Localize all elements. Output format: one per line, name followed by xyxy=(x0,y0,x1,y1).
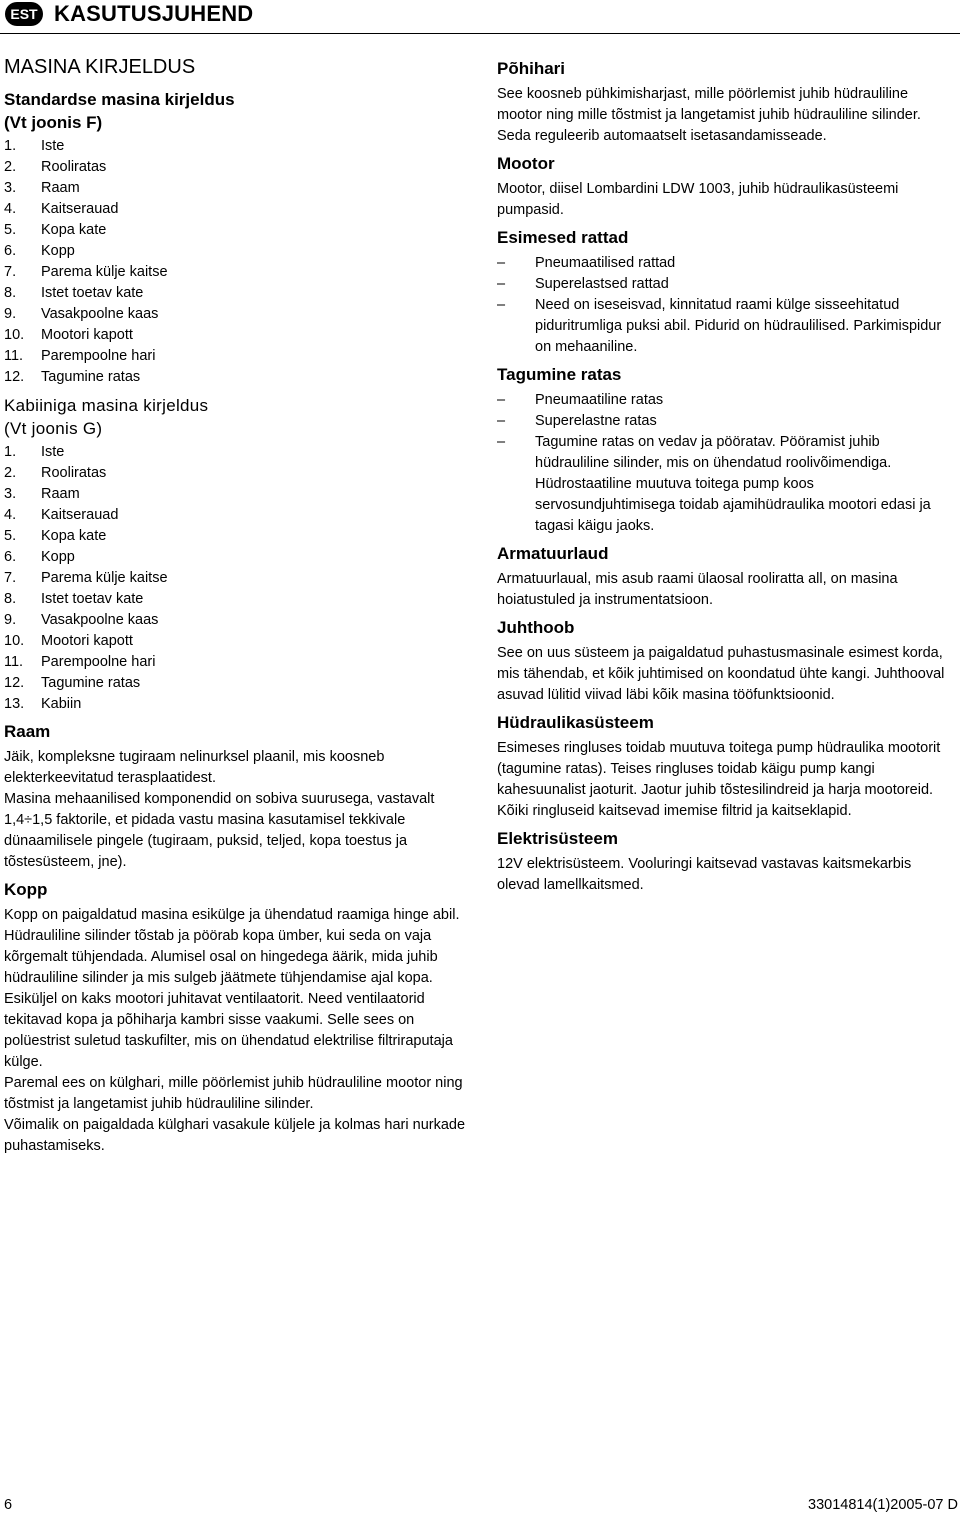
list-item xyxy=(4,589,466,610)
item-number: 6. xyxy=(4,243,17,259)
item-text: Iste xyxy=(41,444,65,460)
standard-parts-list xyxy=(4,136,466,388)
item-number: 12. xyxy=(4,675,25,691)
item-text: Mootori kapott xyxy=(41,327,133,343)
item-number: 13. xyxy=(4,696,25,712)
list-item xyxy=(4,367,466,388)
item-number: 8. xyxy=(4,591,17,607)
raam-paragraph-1: Jäik, kompleksne tugiraam nelinurksel plaanil, mis koosneb elekterkeevitatud terasplaatidest. xyxy=(4,749,385,786)
list-item xyxy=(497,411,957,432)
dash-bullet: – xyxy=(497,413,506,429)
item-number: 11. xyxy=(4,654,24,670)
dash-bullet: – xyxy=(497,255,506,271)
tagumine-ratas-list xyxy=(497,390,957,537)
list-item xyxy=(497,390,957,411)
list-item xyxy=(4,136,466,157)
item-text: Pneumaatiline ratas xyxy=(535,392,664,408)
item-number: 11. xyxy=(4,348,24,364)
list-item xyxy=(4,262,466,283)
document-code: 33014814(1)2005-07 D xyxy=(808,1497,958,1513)
cab-heading-line1: Kabiiniga masina kirjeldus xyxy=(4,396,209,415)
list-item xyxy=(4,673,466,694)
item-number: 3. xyxy=(4,180,17,196)
language-badge: EST xyxy=(5,2,43,26)
item-text: Iste xyxy=(41,138,65,154)
item-text: Vasakpoolne kaas xyxy=(41,306,159,322)
mootor-heading: Mootor xyxy=(497,154,555,173)
list-item xyxy=(4,505,466,526)
standard-heading-line1: Standardse masina kirjeldus xyxy=(4,90,235,109)
item-text: Tagumine ratas on vedav ja pööratav. Pööramist juhib hüdrauliline silinder, mis on ühendatud roolivõimendiga. Hüdrostaatiline muutuva toitega pump koos servosundjuhtimisega toidab ajamihüdraulika mootori edasi ja tagasi käigu jaoks. xyxy=(535,434,931,534)
list-item xyxy=(497,274,957,295)
item-text: Istet toetav kate xyxy=(41,285,144,301)
item-text: Parempoolne hari xyxy=(41,348,156,364)
document-title: KASUTUSJUHEND xyxy=(54,1,254,26)
item-text: Parema külje kaitse xyxy=(41,570,168,586)
list-item xyxy=(497,432,957,537)
kopp-paragraph-4: Võimalik on paigaldada külghari vasakule küljele ja kolmas hari nurkade puhastamiseks. xyxy=(4,1117,466,1154)
item-text: Kaitserauad xyxy=(41,507,119,523)
tagumine-ratas-heading: Tagumine ratas xyxy=(497,365,622,384)
kopp-paragraph-3: Paremal ees on külghari, mille pöörlemist juhib hüdrauliline mootor ning tõstmist ja langetamist juhib hüdrauliline silinder. xyxy=(4,1075,463,1112)
item-text: Rooliratas xyxy=(41,159,107,175)
list-item xyxy=(4,631,466,652)
item-text: Raam xyxy=(41,180,80,196)
list-item xyxy=(4,547,466,568)
list-item xyxy=(4,568,466,589)
list-item xyxy=(4,442,466,463)
item-text: Kabiin xyxy=(41,696,82,712)
item-number: 12. xyxy=(4,369,25,385)
item-number: 2. xyxy=(4,159,17,175)
section-title: MASINA KIRJELDUS xyxy=(4,56,196,78)
cab-heading-line2: (Vt joonis G) xyxy=(4,419,103,438)
cab-machine-heading xyxy=(4,394,466,440)
dash-bullet: – xyxy=(497,276,506,292)
list-item xyxy=(4,694,466,715)
standard-heading-line2: (Vt joonis F) xyxy=(4,113,103,132)
item-number: 10. xyxy=(4,327,25,343)
pohihari-paragraph: See koosneb pühkimisharjast, mille pöörlemist juhib hüdrauliline mootor ning mille tõstmist ja langetamist juhib hüdrauliline silinder. Seda reguleerib automaatselt isetasandamisseade. xyxy=(497,86,921,144)
item-number: 7. xyxy=(4,264,17,280)
hydraulika-paragraph-2: Kõiki ringluseid kaitsevad imemise filtrid ja kaitseklapid. xyxy=(497,803,852,819)
list-item xyxy=(4,283,466,304)
list-item xyxy=(497,253,957,274)
item-text: Parema külje kaitse xyxy=(41,264,168,280)
item-text: Kopa kate xyxy=(41,222,107,238)
item-number: 1. xyxy=(4,138,17,154)
raam-paragraph-2: Masina mehaanilised komponendid on sobiva suurusega, vastavalt 1,4÷1,5 faktorile, et pidada vastu masina kasutamisel tekkivale dünaamilisele pingele (tugiraam, puksid, teljed, kopa toestus ja tõstesüsteem, jne). xyxy=(4,791,435,870)
item-text: Parempoolne hari xyxy=(41,654,156,670)
esimesed-rattad-list xyxy=(497,253,957,358)
dash-bullet: – xyxy=(497,297,506,313)
item-text: Tagumine ratas xyxy=(41,675,141,691)
right-column xyxy=(497,52,957,896)
raam-heading: Raam xyxy=(4,722,51,741)
item-number: 4. xyxy=(4,201,17,217)
left-column xyxy=(4,52,466,1157)
page-header xyxy=(0,0,960,30)
item-text: Kopp xyxy=(41,243,75,259)
armatuurlaud-heading: Armatuurlaud xyxy=(497,544,609,563)
item-number: 1. xyxy=(4,444,17,460)
hydraulika-heading: Hüdraulikasüsteem xyxy=(497,713,654,732)
item-text: Mootori kapott xyxy=(41,633,133,649)
kopp-paragraph-2: Hüdrauliline silinder tõstab ja pöörab kopa ümber, kui seda on vaja kõrgemalt tühjendada. Alumisel osal on hingedega äärik, mida juhib hüdrauliline silinder ja mis sulgeb jäätmete tühjendamise ajal kopa. Esiküljel on kaks mootori juhitavat ventilaatorit. Need ventilaatorid tekitavad kopa ja põhiharja kambri sisse vaakumi. Selle sees on polüestrist suletud taskufilter, mis on ühendatud elektrilise filtriraputaja külge. xyxy=(4,928,453,1070)
list-item xyxy=(4,346,466,367)
item-text: Rooliratas xyxy=(41,465,107,481)
item-number: 9. xyxy=(4,306,17,322)
header-divider xyxy=(0,33,960,34)
dash-bullet: – xyxy=(497,434,506,450)
list-item xyxy=(4,325,466,346)
item-number: 7. xyxy=(4,570,17,586)
item-number: 9. xyxy=(4,612,17,628)
elekter-paragraph: 12V elektrisüsteem. Vooluringi kaitsevad vastavas kaitsmekarbis olevad lamellkaitsmed. xyxy=(497,856,912,893)
item-number: 5. xyxy=(4,222,17,238)
list-item xyxy=(4,241,466,262)
page-number: 6 xyxy=(4,1497,13,1513)
item-text: Raam xyxy=(41,486,80,502)
item-number: 5. xyxy=(4,528,17,544)
list-item xyxy=(4,652,466,673)
hydraulika-paragraph-1: Esimeses ringluses toidab muutuva toitega pump hüdraulika mootorit (tagumine ratas). Teises ringluses toidab käigu pump kangi kahesuunalist jaoturit. Jaotur juhib tõstesilindreid ja harja mootoreid. xyxy=(497,740,941,798)
item-number: 4. xyxy=(4,507,17,523)
item-number: 10. xyxy=(4,633,25,649)
list-item xyxy=(4,220,466,241)
item-text: Kopp xyxy=(41,549,75,565)
list-item xyxy=(4,526,466,547)
list-item xyxy=(497,295,957,358)
elekter-heading: Elektrisüsteem xyxy=(497,829,618,848)
item-text: Vasakpoolne kaas xyxy=(41,612,159,628)
esimesed-rattad-heading: Esimesed rattad xyxy=(497,228,629,247)
item-text: Tagumine ratas xyxy=(41,369,141,385)
list-item xyxy=(4,463,466,484)
item-text: Kopa kate xyxy=(41,528,107,544)
item-text: Superelastne ratas xyxy=(535,413,657,429)
item-number: 3. xyxy=(4,486,17,502)
item-text: Need on iseseisvad, kinnitatud raami külge sisseehitatud piduritrumliga puksi abil. Pidurid on hüdraulilised. Parkimispidur on mehaaniline. xyxy=(535,297,942,355)
cab-parts-list xyxy=(4,442,466,715)
list-item xyxy=(4,610,466,631)
list-item xyxy=(4,178,466,199)
juhthoob-paragraph: See on uus süsteem ja paigaldatud puhastusmasinale esimest korda, mis tähendab, et kõik juhtimised on koondatud ühte kangi. Juhthooval asuvad lülitid viivad läbi kõik masina tööfunktsioonid. xyxy=(497,645,945,703)
list-item xyxy=(4,157,466,178)
list-item xyxy=(4,484,466,505)
list-item xyxy=(4,304,466,325)
kopp-paragraph-1: Kopp on paigaldatud masina esikülge ja ühendatud raamiga hinge abil. xyxy=(4,907,460,923)
item-number: 2. xyxy=(4,465,17,481)
list-item xyxy=(4,199,466,220)
item-text: Istet toetav kate xyxy=(41,591,144,607)
item-number: 8. xyxy=(4,285,17,301)
item-number: 6. xyxy=(4,549,17,565)
mootor-paragraph: Mootor, diisel Lombardini LDW 1003, juhib hüdraulikasüsteemi pumpasid. xyxy=(497,181,899,218)
armatuurlaud-paragraph: Armatuurlaual, mis asub raami ülaosal rooliratta all, on masina hoiatustuled ja instrumentatsioon. xyxy=(497,571,898,608)
item-text: Superelastsed rattad xyxy=(535,276,669,292)
standard-machine-heading xyxy=(4,88,466,134)
kopp-heading: Kopp xyxy=(4,880,48,899)
item-text: Kaitserauad xyxy=(41,201,119,217)
pohihari-heading: Põhihari xyxy=(497,59,566,78)
item-text: Pneumaatilised rattad xyxy=(535,255,676,271)
juhthoob-heading: Juhthoob xyxy=(497,618,575,637)
dash-bullet: – xyxy=(497,392,506,408)
